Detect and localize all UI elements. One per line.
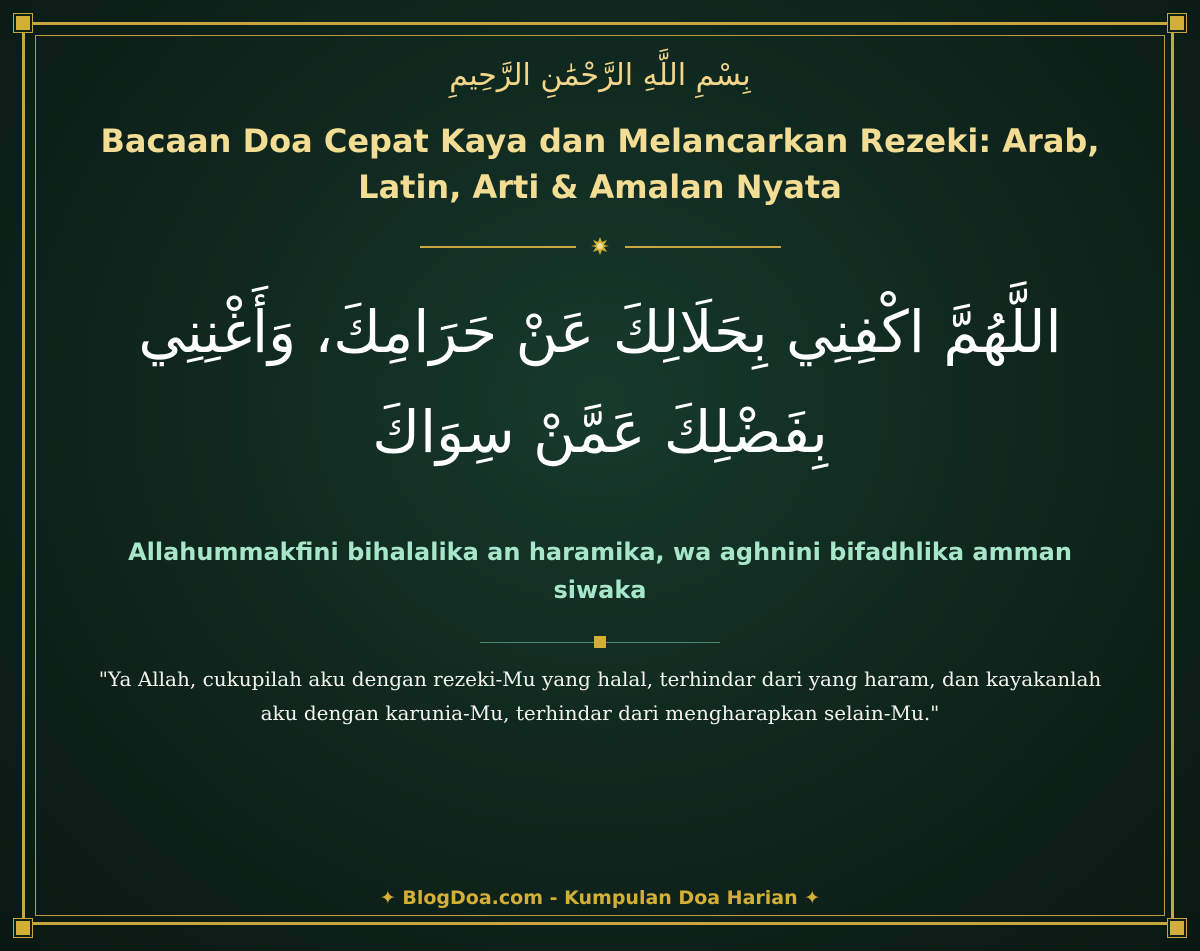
prayer-meaning: "Ya Allah, cukupilah aku dengan rezeki-Mu yang halal, terhindar dari yang haram, dan kayakanlah aku dengan karunia-Mu, terhindar dari mengharapkan selain-Mu." [98,667,1102,725]
page-title: Bacaan Doa Cepat Kaya dan Melancarkan Rezeki: Arab, Latin, Arti & Amalan Nyata [100,122,1100,206]
corner-ornament-bottom-right [1170,921,1184,935]
corner-ornament-top-left [16,16,30,30]
bismillah-text: بِسْمِ اللَّهِ الرَّحْمَٰنِ الرَّحِيمِ [449,58,751,93]
arabic-prayer-text: اللَّهُمَّ اكْفِنِي بِحَلَالِكَ عَنْ حَرَامِكَ، وَأَغْنِنِي بِفَضْلِكَ عَمَّنْ سِوَاكَ [138,298,1062,466]
top-divider-left [420,246,576,248]
star-ornament-icon [591,237,609,255]
diamond-ornament-icon [594,636,606,648]
footer-credit: ✦ BlogDoa.com - Kumpulan Doa Harian ✦ [379,887,821,909]
top-divider-right [625,246,781,248]
latin-transliteration: Allahummakfini bihalalika an haramika, wa aghnini bifadhlika amman siwaka [128,538,1072,604]
corner-ornament-top-right [1170,16,1184,30]
corner-ornament-bottom-left [16,921,30,935]
